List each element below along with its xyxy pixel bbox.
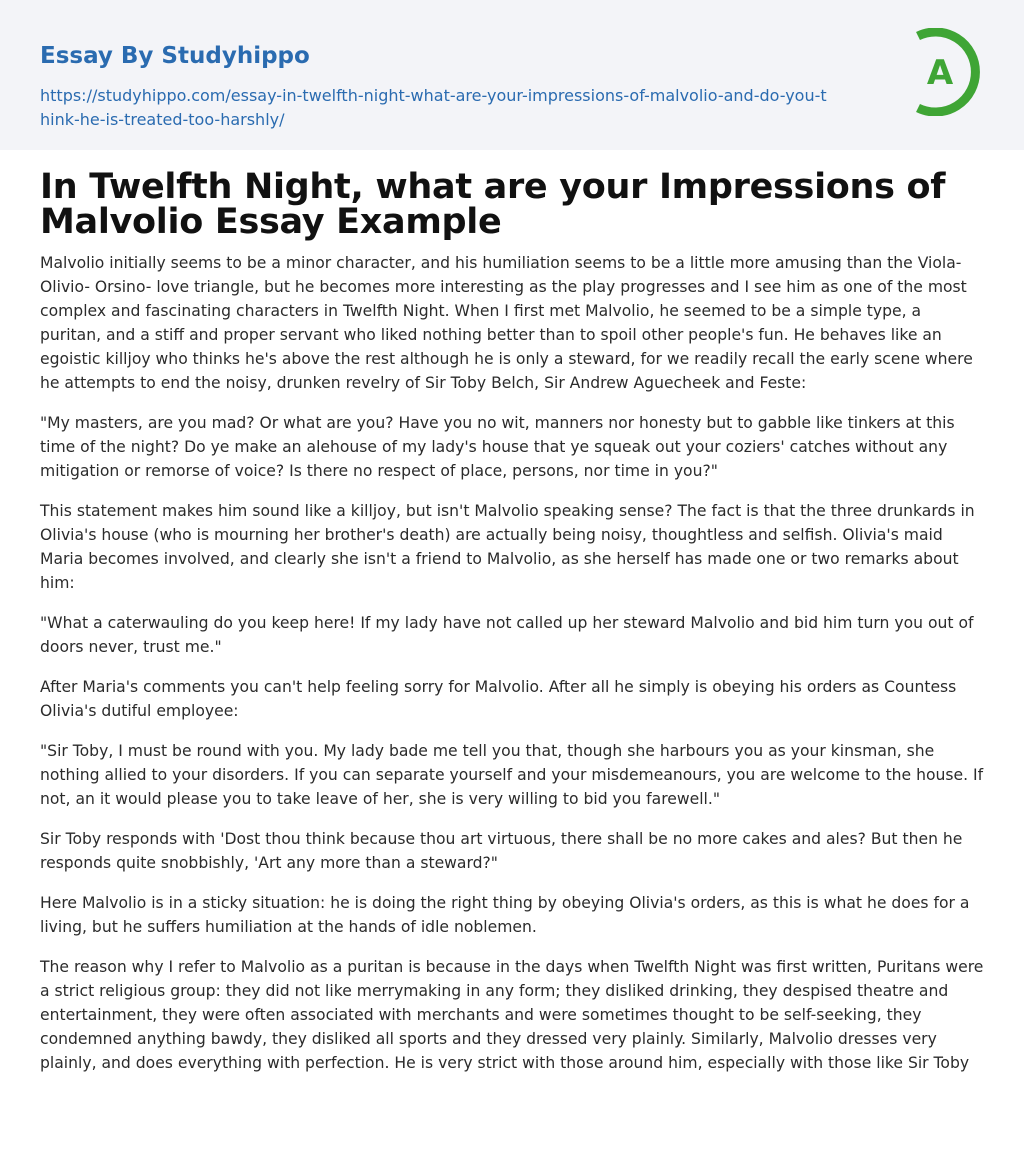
article-paragraph: "My masters, are you mad? Or what are you? Have you no wit, manners nor honesty but to gabble like tinkers at this time of the night? Do ye make an alehouse of my lady's house that ye squeak out your coziers' catches without any mitigation or remorse of voice? Is there no respect of place, persons, nor time in you?" (40, 414, 955, 480)
site-brand[interactable]: Essay By Studyhippo (40, 43, 310, 69)
studyhippo-logo-icon[interactable] (898, 28, 986, 116)
article-paragraph: After Maria's comments you can't help feeling sorry for Malvolio. After all he simply is obeying his orders as Countess Olivia's dutiful employee: (40, 678, 957, 720)
article-paragraph: Malvolio initially seems to be a minor character, and his humiliation seems to be a little more amusing than the Viola- Olivio- Orsino- love triangle, but he becomes more interesting as the play progresses and I see him as one of the most complex and fascinating characters in Twelfth Night. When I first met Malvolio, he seemed to be a simple type, a puritan, and a stiff and proper servant who liked nothing better than to spoil other people's fun. He behaves like an egoistic killjoy who thinks he's above the rest although he is only a steward, for we readily recall the early scene where he attempts to end the noisy, drunken revelry of Sir Toby Belch, Sir Andrew Aguecheek and Feste: (40, 254, 973, 392)
site-header (0, 0, 1024, 150)
article (0, 150, 1024, 1075)
article-paragraph: Sir Toby responds with 'Dost thou think because thou art virtuous, there shall be no more cakes and ales? But then he responds quite snobbishly, 'Art any more than a steward?" (40, 830, 963, 872)
essay-url-link[interactable]: https://studyhippo.com/essay-in-twelfth-night-what-are-your-impressions-of-malvolio-and-do-you-think-he-is-treated-too-harshly/ (40, 86, 827, 129)
article-paragraph: The reason why I refer to Malvolio as a puritan is because in the days when Twelfth Night was first written, Puritans were a strict religious group: they did not like merrymaking in any form; they disliked drinking, they despised theatre and entertainment, they were often associated with merchants and were sometimes thought to be self-seeking, they condemned anything bawdy, they disliked all sports and they dressed very plainly. Similarly, Malvolio dresses very plainly, and does everything with perfection. He is very strict with those around him, especially with those like Sir Toby (40, 958, 984, 1072)
logo-letter: A (926, 53, 954, 93)
article-paragraph: This statement makes him sound like a killjoy, but isn't Malvolio speaking sense? The fact is that the three drunkards in Olivia's house (who is mourning her brother's death) are actually being noisy, thoughtless and selfish. Olivia's maid Maria becomes involved, and clearly she isn't a friend to Malvolio, as she herself has made one or two remarks about him: (40, 502, 975, 592)
article-paragraph: "Sir Toby, I must be round with you. My lady bade me tell you that, though she harbours you as your kinsman, she nothing allied to your disorders. If you can separate yourself and your misdemeanours, you are welcome to the house. If not, an it would please you to take leave of her, she is very willing to bid you farewell." (40, 742, 984, 808)
article-paragraph: Here Malvolio is in a sticky situation: he is doing the right thing by obeying Olivia's orders, as this is what he does for a living, but he suffers humiliation at the hands of idle noblemen. (40, 894, 970, 936)
article-paragraph: "What a caterwauling do you keep here! If my lady have not called up her steward Malvolio and bid him turn you out of doors never, trust me." (40, 614, 974, 656)
article-title: In Twelfth Night, what are your Impressions of Malvolio Essay Example (40, 167, 946, 242)
